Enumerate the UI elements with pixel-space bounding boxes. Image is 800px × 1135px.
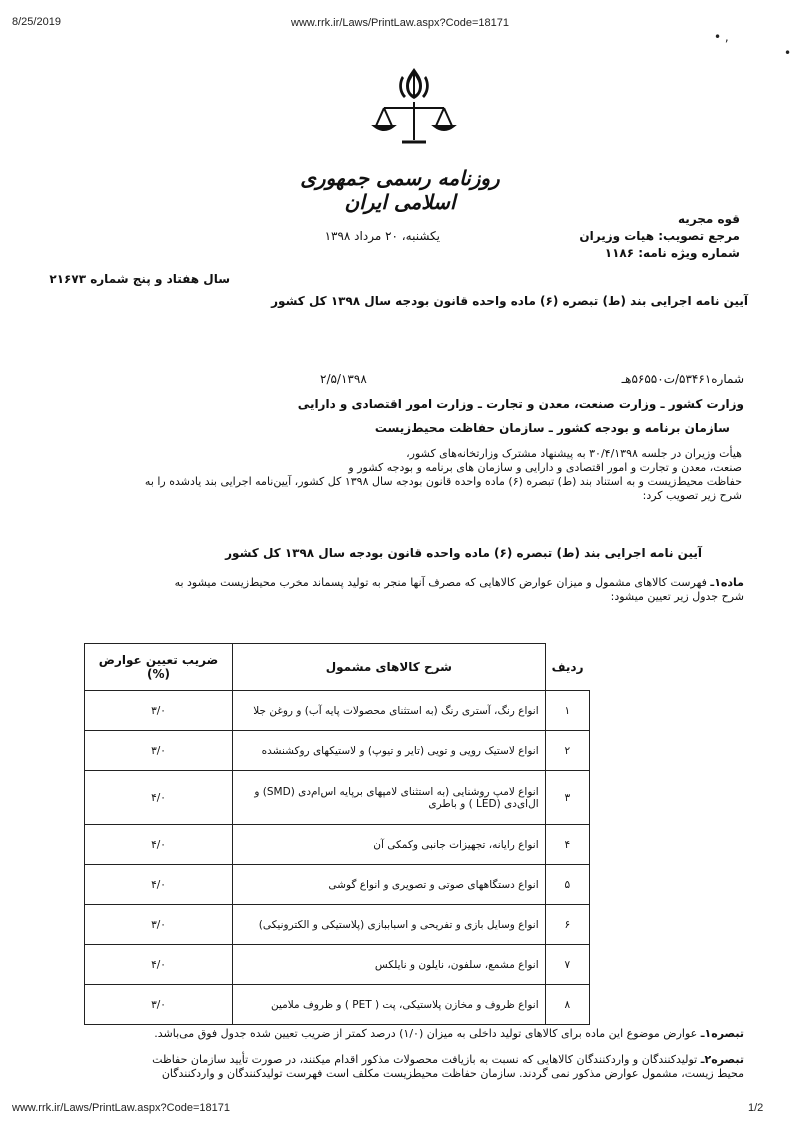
note-2-label: تبصره۲ـ xyxy=(700,1053,744,1066)
table-row xyxy=(85,905,590,945)
row-desc: انواع مشمع، سلفون، نایلون و نایلکس xyxy=(233,945,546,985)
table-row xyxy=(85,865,590,905)
article-1-label: ماده۱ـ xyxy=(710,576,744,589)
special-number: شماره ویژه نامه: ۱۱۸۶ xyxy=(604,246,740,260)
table-row xyxy=(85,691,590,731)
note-1-label: تبصره۱ـ xyxy=(700,1027,744,1040)
row-number: ۷ xyxy=(545,945,589,985)
row-number: ۱ xyxy=(545,691,589,731)
emblem-scales-icon xyxy=(364,62,464,150)
goods-table xyxy=(84,643,590,1025)
row-rate: ۳/۰ xyxy=(85,691,233,731)
row-rate: ۳/۰ xyxy=(85,731,233,771)
note-1 xyxy=(44,1027,744,1040)
row-rate: ۴/۰ xyxy=(85,771,233,825)
row-rate: ۴/۰ xyxy=(85,945,233,985)
article-1-text: فهرست کالاهای مشمول و میزان عوارض کالاهایی که مصرف آنها منجر به تولید پسماند مخرب محیط‌زیست میشود به xyxy=(174,576,707,589)
note-2-text: تولیدکنندگان و واردکنندگان کالاهایی که نسبت به بازیافت محصولات مذکور اقدام میکنند، در صورت تأیید سازمان حفاظت xyxy=(152,1053,698,1066)
row-rate: ۳/۰ xyxy=(85,985,233,1025)
letter-body xyxy=(52,447,742,503)
table-row xyxy=(85,771,590,825)
row-number: ۳ xyxy=(545,771,589,825)
corner-mark-top: • , xyxy=(714,30,729,44)
branch-label: قوه مجریه xyxy=(678,212,740,226)
table-row xyxy=(85,825,590,865)
table-row xyxy=(85,985,590,1025)
row-number: ۵ xyxy=(545,865,589,905)
footer-url: www.rrk.ir/Laws/PrintLaw.aspx?Code=18171 xyxy=(12,1102,230,1114)
print-date: 8/25/2019 xyxy=(12,16,61,28)
col-header-desc: شرح کالاهای مشمول xyxy=(233,644,546,691)
corner-mark-side: • xyxy=(784,46,792,60)
approval-ref: مرجع تصویب: هیات وزیران xyxy=(579,229,740,243)
gazette-logo xyxy=(364,62,464,150)
row-desc: انواع لاستیک رویی و تویی (تایر و تیوپ) و لاستیکهای روکشنشده xyxy=(233,731,546,771)
article-1 xyxy=(44,576,744,604)
row-number: ۲ xyxy=(545,731,589,771)
letter-date: ۲/۵/۱۳۹۸ xyxy=(320,372,367,386)
row-number: ۶ xyxy=(545,905,589,945)
print-url: www.rrk.ir/Laws/PrintLaw.aspx?Code=18171 xyxy=(291,17,509,29)
page-title: آیین نامه اجرایی بند (ط) تبصره (۶) ماده واحده قانون بودجه سال ۱۳۹۸ کل کشور xyxy=(271,294,748,308)
col-header-row: ردیف xyxy=(551,659,584,674)
table-header-row xyxy=(85,644,590,691)
row-desc: انواع دستگاههای صوتی و تصویری و انواع گوشی xyxy=(233,865,546,905)
row-desc: انواع وسایل بازی و تفریحی و اسباببازی (پلاستیکی و الکترونیکی) xyxy=(233,905,546,945)
row-rate: ۴/۰ xyxy=(85,825,233,865)
letter-body-line: هیأت وزیران در جلسه ۳۰/۴/۱۳۹۸ به پیشنهاد مشترک وزارتخانه‌های کشور، xyxy=(406,447,742,460)
rule-title: آیین نامه اجرایی بند (ط) تبصره (۶) ماده واحده قانون بودجه سال ۱۳۹۸ کل کشور xyxy=(225,546,702,560)
note-1-text: عوارض موضوع این ماده برای کالاهای تولید داخلی به میزان (۱/۰) درصد کمتر از ضریب تعیین شده جدول فوق می‌باشد. xyxy=(154,1027,698,1040)
table-row xyxy=(85,945,590,985)
recipients-line-1: وزارت کشور ـ وزارت صنعت، معدن و تجارت ـ وزارت امور اقتصادی و دارایی xyxy=(297,397,744,411)
row-number: ۴ xyxy=(545,825,589,865)
note-2 xyxy=(44,1053,744,1081)
row-desc: انواع رنگ، آستری رنگ (به استثنای محصولات پایه آب) و روغن جلا xyxy=(233,691,546,731)
table-row xyxy=(85,731,590,771)
letter-number: شماره۵۳۴۶۱/ت۵۶۵۵۰هـ xyxy=(621,372,744,386)
page-number: 1/2 xyxy=(748,1102,764,1114)
issue-date: یکشنبه، ۲۰ مرداد ۱۳۹۸ xyxy=(324,229,440,243)
row-rate: ۴/۰ xyxy=(85,865,233,905)
letter-body-line: شرح زیر تصویب کرد: xyxy=(642,489,742,502)
row-desc: انواع رایانه، تجهیزات جانبی وکمکی آن xyxy=(233,825,546,865)
article-1-text-cont: شرح جدول زیر تعیین میشود: xyxy=(610,590,744,603)
row-number: ۸ xyxy=(545,985,589,1025)
letter-body-line: صنعت، معدن و تجارت و امور اقتصادی و دارایی و سازمان های برنامه و بودجه کشور و xyxy=(348,461,742,474)
row-rate: ۳/۰ xyxy=(85,905,233,945)
year-issue: سال هفتاد و پنج شماره ۲۱۶۷۳ xyxy=(49,272,230,286)
row-desc: انواع ظروف و مخازن پلاستیکی، پت ( PET ) و ظروف ملامین xyxy=(233,985,546,1025)
recipients-line-2: سازمان برنامه و بودجه کشور ـ سازمان حفاظت محیط‌زیست xyxy=(374,421,730,435)
row-desc: انواع لامپ روشنایی (به استثنای لامپهای برپایه اس‌ام‌دی (SMD) و ال‌ای‌دی (LED ) و باطری xyxy=(233,771,546,825)
note-2-text-cont: محیط زیست، مشمول عوارض مذکور نمی گردند. سازمان حفاظت محیطزیست مکلف است فهرست تولیدکنندگان و واردکنندگان xyxy=(161,1067,744,1080)
gazette-name: روزنامه رسمی جمهوری اسلامی ایران xyxy=(300,166,500,214)
col-header-rate: ضریب تعیین عوارض (%) xyxy=(85,644,233,691)
letter-body-line: حفاظت محیط‌زیست و به استناد بند (ط) تبصره (۶) ماده واحده قانون بودجه سال ۱۳۹۸ کل کشور، آیین‌نامه اجرایی بند یادشده را به xyxy=(144,475,742,488)
